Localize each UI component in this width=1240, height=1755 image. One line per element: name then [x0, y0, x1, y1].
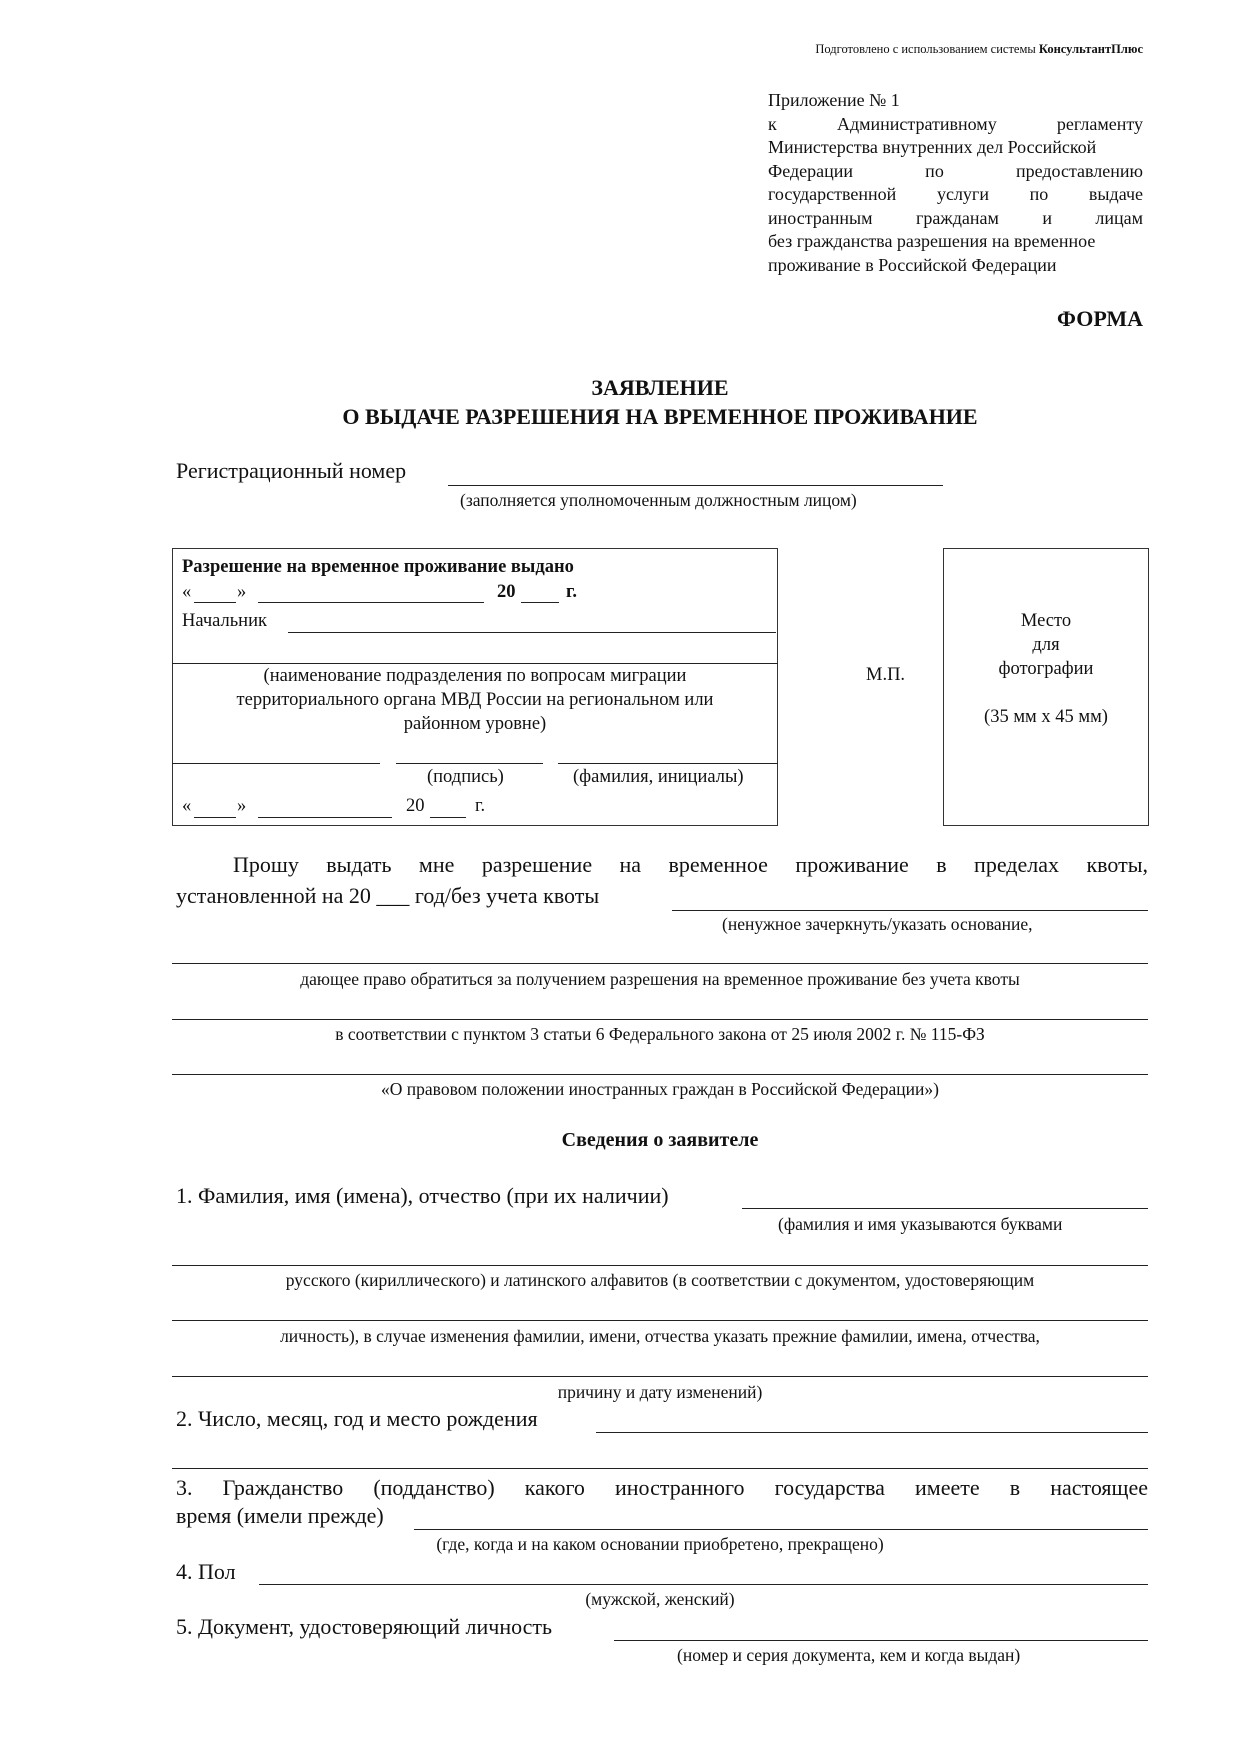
q1-hint-3: личность), в случае изменения фамилии, имени, отчества указать прежние фамилии, имена, отчества, — [280, 1326, 1040, 1346]
annex-line: к Административному регламенту — [768, 113, 1143, 134]
citizenship-field[interactable] — [414, 1529, 1148, 1530]
q1-hint-2: русского (кириллического) и латинского алфавитов (в соответствии с документом, удостоверяющим — [285, 1270, 1035, 1290]
consultant-prefix: Подготовлено с использованием системы — [815, 42, 1039, 56]
name-hint: (фамилия, инициалы) — [573, 767, 744, 787]
permit-field-left[interactable] — [172, 763, 380, 764]
identity-document-field[interactable] — [614, 1640, 1148, 1641]
annex-block — [768, 89, 1143, 277]
permit-year-field[interactable] — [521, 602, 559, 603]
signature-field[interactable] — [396, 763, 543, 764]
request-hint-3: в соответствии с пунктом 3 статьи 6 Федерального закона от 25 июля 2002 г. № 115-ФЗ — [335, 1024, 985, 1044]
annex-line: без гражданства разрешения на временное — [768, 231, 1096, 251]
permit-day-field[interactable] — [194, 602, 236, 603]
request-hint-2: дающее право обратиться за получением разрешения на временное проживание без учета квоты — [300, 969, 1020, 989]
full-name-field-4[interactable] — [172, 1376, 1148, 1377]
photo-size: (35 мм х 45 мм) — [984, 707, 1108, 727]
name-field[interactable] — [558, 763, 778, 764]
photo-box — [943, 548, 1149, 826]
photo-line-1: Место — [1020, 611, 1072, 631]
permit-heading: Разрешение на временное проживание выдано — [182, 557, 574, 577]
forma-label: ФОРМА — [1057, 306, 1143, 331]
birth-field-2[interactable] — [172, 1468, 1148, 1469]
q3-line-2: время (имели прежде) — [176, 1503, 384, 1528]
photo-label — [943, 609, 1149, 681]
request-hint-4: «О правовом положении иностранных граждан в Российской Федерации») — [381, 1079, 939, 1099]
q5-label: 5. Документ, удостоверяющий личность — [176, 1614, 553, 1639]
title-line-2: О ВЫДАЧЕ РАЗРЕШЕНИЯ НА ВРЕМЕННОЕ ПРОЖИВАНИЕ — [342, 404, 978, 429]
full-name-field-3[interactable] — [172, 1320, 1148, 1321]
registration-number-field[interactable] — [448, 485, 943, 486]
annex-line: иностранным гражданам и лицам — [768, 207, 1143, 228]
permit-date-open: « — [182, 582, 192, 602]
q3-line-1: 3. Гражданство (подданство) какого иностранного государства имеете в настоящее — [176, 1475, 1148, 1500]
annex-line: Приложение № 1 — [768, 90, 900, 110]
q2-label: 2. Число, месяц, год и место рождения — [176, 1406, 538, 1431]
title-line-1: ЗАЯВЛЕНИЕ — [591, 375, 729, 400]
permit-date2-open: « — [182, 796, 192, 816]
permit-month2-field[interactable] — [258, 817, 392, 818]
q3-hint: (где, когда и на каком основании приобретено, прекращено) — [436, 1534, 884, 1554]
q4-label: 4. Пол — [176, 1559, 236, 1584]
permit-year2-suffix: г. — [475, 796, 486, 816]
q1-label: 1. Фамилия, имя (имена), отчество (при их наличии) — [176, 1183, 669, 1208]
annex-line: Федерации по предоставлению — [768, 160, 1143, 181]
request-hint-1: (ненужное зачеркнуть/указать основание, — [722, 914, 1033, 934]
document-title — [0, 373, 1240, 431]
permit-day2-field[interactable] — [194, 817, 236, 818]
quota-basis-field-3[interactable] — [172, 1019, 1148, 1020]
annex-line: Министерства внутренних дел Российской — [768, 137, 1097, 157]
permit-year2-prefix: 20 — [406, 796, 425, 816]
applicant-heading: Сведения о заявителе — [561, 1129, 759, 1151]
registration-hint: (заполняется уполномоченным должностным лицом) — [460, 490, 857, 510]
chief-field[interactable] — [288, 632, 776, 633]
stamp-label: М.П. — [866, 665, 906, 685]
q1-hint-4: причину и дату изменений) — [557, 1382, 763, 1402]
photo-line-2: для — [1032, 635, 1060, 655]
birth-field[interactable] — [596, 1432, 1148, 1433]
permit-year-suffix: г. — [566, 582, 577, 602]
consultant-brand: КонсультантПлюс — [1038, 42, 1143, 56]
registration-label: Регистрационный номер — [176, 458, 407, 483]
permit-month-field[interactable] — [258, 602, 484, 603]
request-line-2: установленной на 20 ___ год/без учета квоты — [176, 883, 600, 908]
annex-line: проживание в Российской Федерации — [768, 254, 1057, 275]
quota-basis-field-2[interactable] — [172, 963, 1148, 964]
unit-hint: (наименование подразделения по вопросам миграции территориального органа МВД России на региональном или районном уровне) — [236, 666, 714, 734]
permit-year2-field[interactable] — [430, 817, 466, 818]
q5-hint: (номер и серия документа, кем и когда выдан) — [677, 1645, 1021, 1665]
quota-basis-field[interactable] — [672, 910, 1148, 911]
sex-field[interactable] — [259, 1584, 1148, 1585]
chief-label: Начальник — [182, 611, 267, 631]
permit-year-prefix: 20 — [497, 582, 516, 602]
quota-basis-field-4[interactable] — [172, 1074, 1148, 1075]
signature-hint: (подпись) — [427, 767, 504, 787]
photo-line-3: фотографии — [998, 659, 1094, 679]
annex-line: государственной услуги по выдаче — [768, 184, 1143, 204]
consultant-note — [815, 42, 1143, 57]
full-name-field[interactable] — [742, 1208, 1148, 1209]
permit-date-close: » — [237, 582, 247, 602]
full-name-field-2[interactable] — [172, 1265, 1148, 1266]
permit-date2-close: » — [237, 796, 247, 816]
q1-hint-1: (фамилия и имя указываются буквами — [778, 1214, 1063, 1234]
request-line-1: Прошу выдать мне разрешение на временное проживание в пределах квоты, — [233, 852, 1148, 877]
q4-hint: (мужской, женский) — [585, 1589, 735, 1609]
